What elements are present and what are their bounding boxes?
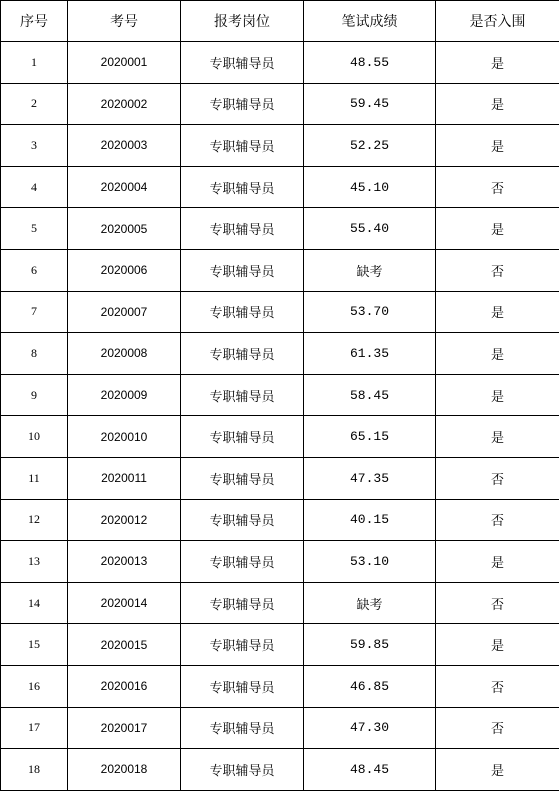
cell-seq: 14	[1, 582, 68, 624]
cell-shortlisted: 否	[436, 665, 559, 707]
cell-exam-id: 2020016	[68, 665, 181, 707]
table-row	[1, 624, 559, 666]
cell-seq: 12	[1, 499, 68, 541]
cell-seq: 4	[1, 166, 68, 208]
table-row	[1, 749, 559, 791]
cell-exam-id: 2020015	[68, 624, 181, 666]
cell-score: 65.15	[304, 416, 436, 458]
cell-position: 专职辅导员	[181, 499, 304, 541]
cell-exam-id: 2020010	[68, 416, 181, 458]
header-position: 报考岗位	[181, 1, 304, 42]
cell-exam-id: 2020004	[68, 166, 181, 208]
cell-seq: 6	[1, 249, 68, 291]
table-row	[1, 457, 559, 499]
cell-seq: 5	[1, 208, 68, 250]
cell-exam-id: 2020005	[68, 208, 181, 250]
cell-score: 52.25	[304, 125, 436, 167]
table-row	[1, 582, 559, 624]
cell-position: 专职辅导员	[181, 83, 304, 125]
cell-position: 专职辅导员	[181, 624, 304, 666]
table-row	[1, 166, 559, 208]
cell-score: 47.30	[304, 707, 436, 749]
cell-position: 专职辅导员	[181, 665, 304, 707]
cell-position: 专职辅导员	[181, 291, 304, 333]
cell-position: 专职辅导员	[181, 707, 304, 749]
cell-shortlisted: 否	[436, 249, 559, 291]
cell-position: 专职辅导员	[181, 166, 304, 208]
header-score: 笔试成绩	[304, 1, 436, 42]
cell-position: 专职辅导员	[181, 42, 304, 84]
cell-shortlisted: 是	[436, 749, 559, 791]
cell-seq: 18	[1, 749, 68, 791]
cell-position: 专职辅导员	[181, 749, 304, 791]
cell-shortlisted: 是	[436, 125, 559, 167]
table-row	[1, 125, 559, 167]
cell-score: 缺考	[304, 582, 436, 624]
cell-shortlisted: 是	[436, 83, 559, 125]
cell-shortlisted: 是	[436, 374, 559, 416]
cell-seq: 2	[1, 83, 68, 125]
cell-score: 53.10	[304, 541, 436, 583]
cell-seq: 9	[1, 374, 68, 416]
table-row	[1, 416, 559, 458]
cell-score: 45.10	[304, 166, 436, 208]
table-row	[1, 42, 559, 84]
cell-position: 专职辅导员	[181, 333, 304, 375]
cell-seq: 3	[1, 125, 68, 167]
cell-seq: 10	[1, 416, 68, 458]
table-row	[1, 374, 559, 416]
cell-score: 53.70	[304, 291, 436, 333]
cell-position: 专职辅导员	[181, 249, 304, 291]
cell-shortlisted: 是	[436, 333, 559, 375]
cell-exam-id: 2020012	[68, 499, 181, 541]
cell-score: 47.35	[304, 457, 436, 499]
table-row	[1, 707, 559, 749]
cell-exam-id: 2020017	[68, 707, 181, 749]
cell-shortlisted: 否	[436, 457, 559, 499]
table-row	[1, 665, 559, 707]
cell-shortlisted: 否	[436, 499, 559, 541]
cell-position: 专职辅导员	[181, 457, 304, 499]
cell-position: 专职辅导员	[181, 374, 304, 416]
cell-exam-id: 2020018	[68, 749, 181, 791]
cell-exam-id: 2020001	[68, 42, 181, 84]
cell-position: 专职辅导员	[181, 208, 304, 250]
header-row	[1, 1, 559, 42]
table-row	[1, 333, 559, 375]
cell-seq: 13	[1, 541, 68, 583]
cell-shortlisted: 是	[436, 541, 559, 583]
header-shortlisted: 是否入围	[436, 1, 559, 42]
cell-exam-id: 2020002	[68, 83, 181, 125]
cell-score: 46.85	[304, 665, 436, 707]
cell-score: 59.85	[304, 624, 436, 666]
cell-shortlisted: 是	[436, 416, 559, 458]
cell-seq: 1	[1, 42, 68, 84]
cell-score: 55.40	[304, 208, 436, 250]
table-row	[1, 499, 559, 541]
cell-exam-id: 2020003	[68, 125, 181, 167]
cell-score: 40.15	[304, 499, 436, 541]
cell-score: 58.45	[304, 374, 436, 416]
table-row	[1, 541, 559, 583]
cell-position: 专职辅导员	[181, 582, 304, 624]
cell-exam-id: 2020011	[68, 457, 181, 499]
header-exam-id: 考号	[68, 1, 181, 42]
cell-shortlisted: 是	[436, 624, 559, 666]
cell-shortlisted: 是	[436, 291, 559, 333]
cell-exam-id: 2020014	[68, 582, 181, 624]
table-row	[1, 249, 559, 291]
cell-score: 缺考	[304, 249, 436, 291]
table-row	[1, 208, 559, 250]
cell-seq: 15	[1, 624, 68, 666]
cell-exam-id: 2020007	[68, 291, 181, 333]
cell-position: 专职辅导员	[181, 416, 304, 458]
cell-shortlisted: 否	[436, 707, 559, 749]
table-body	[1, 42, 559, 791]
cell-seq: 7	[1, 291, 68, 333]
cell-exam-id: 2020006	[68, 249, 181, 291]
cell-score: 48.45	[304, 749, 436, 791]
cell-position: 专职辅导员	[181, 541, 304, 583]
cell-shortlisted: 否	[436, 166, 559, 208]
cell-score: 59.45	[304, 83, 436, 125]
cell-score: 61.35	[304, 333, 436, 375]
cell-shortlisted: 是	[436, 208, 559, 250]
cell-shortlisted: 是	[436, 42, 559, 84]
cell-score: 48.55	[304, 42, 436, 84]
table-row	[1, 83, 559, 125]
cell-shortlisted: 否	[436, 582, 559, 624]
table-row	[1, 291, 559, 333]
cell-exam-id: 2020008	[68, 333, 181, 375]
cell-exam-id: 2020009	[68, 374, 181, 416]
cell-seq: 11	[1, 457, 68, 499]
cell-seq: 17	[1, 707, 68, 749]
cell-position: 专职辅导员	[181, 125, 304, 167]
header-seq: 序号	[1, 1, 68, 42]
cell-seq: 16	[1, 665, 68, 707]
cell-seq: 8	[1, 333, 68, 375]
cell-exam-id: 2020013	[68, 541, 181, 583]
